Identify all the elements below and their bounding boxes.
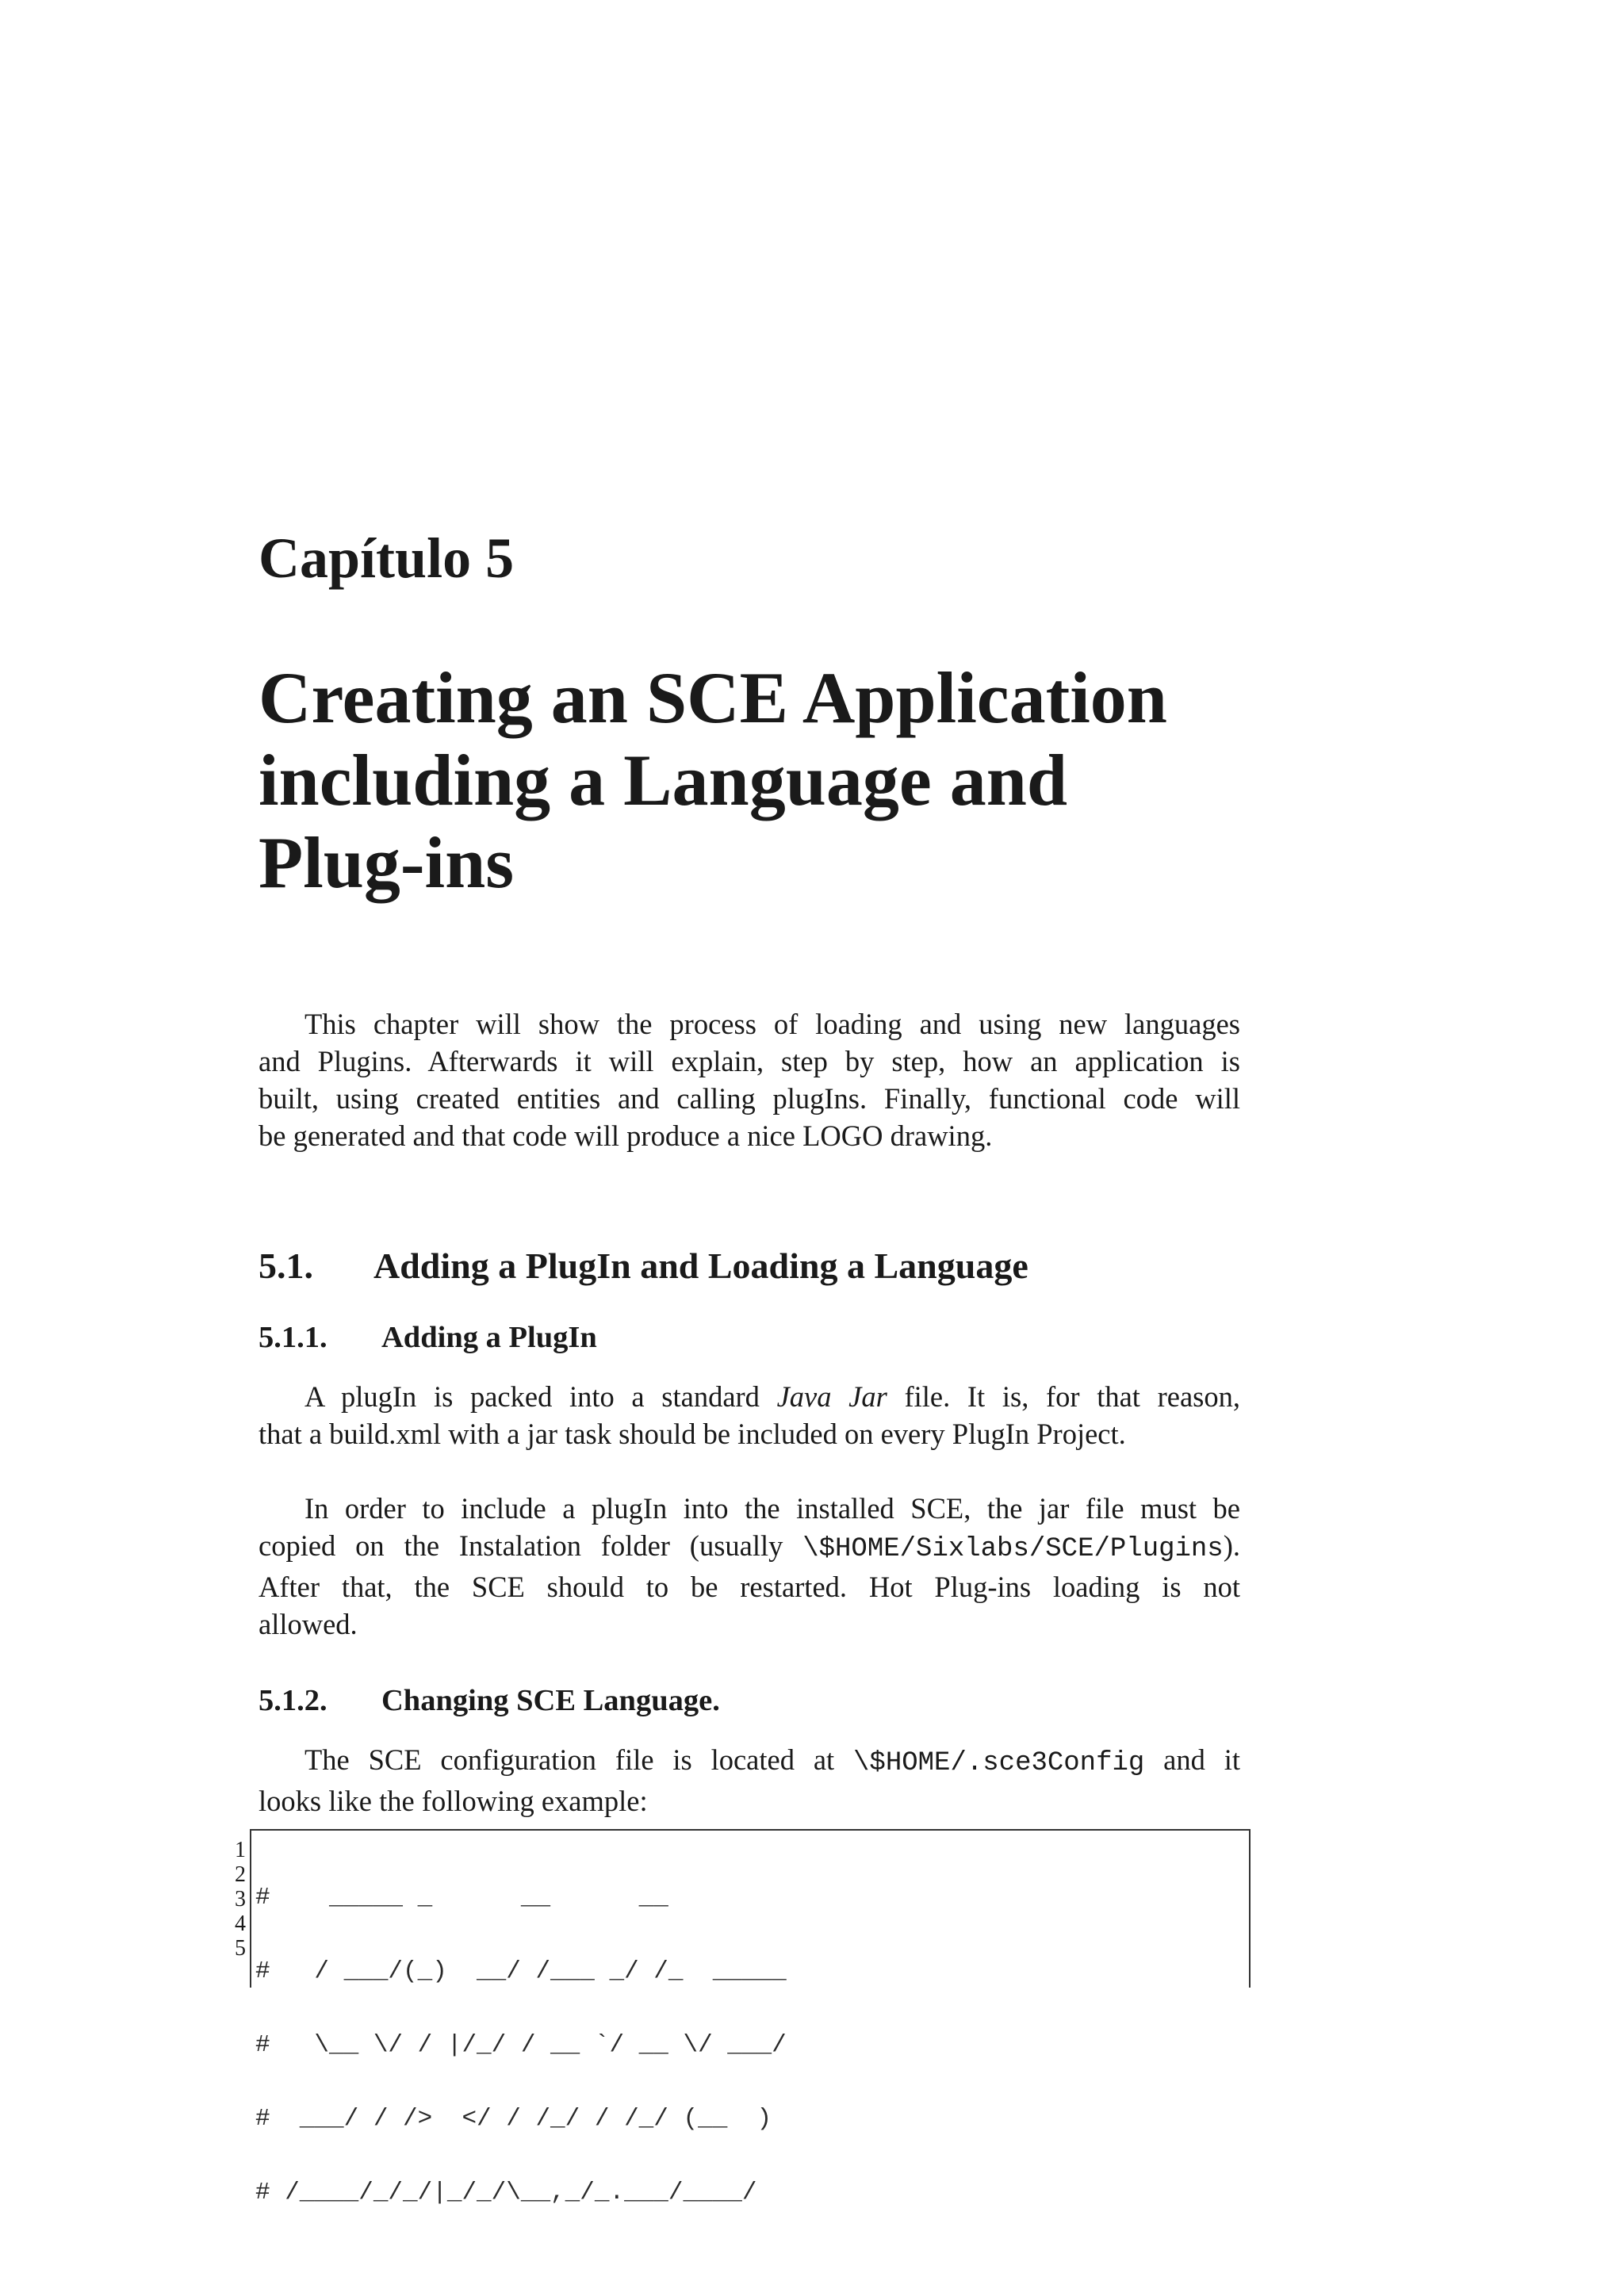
text-run: ). — [1223, 1529, 1240, 1562]
emphasis-text: Java Jar — [776, 1380, 887, 1413]
code-listing — [255, 1836, 787, 2254]
paragraph-line — [259, 1741, 1240, 1782]
text-run: copied on the Instalation folder (usually — [259, 1529, 803, 1562]
chapter-title-line: Creating an SCE Application — [259, 657, 1167, 738]
code-line-number: 4 — [235, 1911, 246, 1936]
section-number: 5.1. — [259, 1246, 313, 1286]
paragraph-line: After that, the SCE should to be restarted. Hot Plug-ins loading is not — [259, 1571, 1240, 1603]
paragraph-line — [259, 1378, 1240, 1415]
section-title: Adding a PlugIn and Loading a Language — [373, 1246, 1028, 1286]
code-line-numbers — [227, 1838, 246, 1961]
text-run: and it — [1144, 1743, 1240, 1776]
subsection-heading-5-1-1 — [259, 1322, 597, 1353]
code-line: # \__ \/ / |/_/ / __ `/ __ \/ ___/ — [255, 2031, 787, 2059]
paragraph-line: that a build.xml with a jar task should be included on every PlugIn Project. — [259, 1418, 1126, 1450]
chapter-title-line: including a Language and — [259, 740, 1068, 821]
paragraph-line: allowed. — [259, 1608, 358, 1640]
chapter-title — [259, 656, 1369, 904]
code-path: \$HOME/Sixlabs/SCE/Plugins — [802, 1534, 1224, 1564]
code-path: \$HOME/.sce3Config — [853, 1748, 1145, 1778]
paragraph-line — [259, 1527, 1240, 1568]
paragraph-line: In order to include a plugIn into the installed SCE, the jar file must be — [304, 1492, 1240, 1525]
code-line-number: 1 — [235, 1838, 246, 1862]
text-run: file. It is, for that reason, — [887, 1380, 1240, 1413]
subsection-title: Adding a PlugIn — [381, 1321, 597, 1354]
code-line-number: 2 — [235, 1862, 246, 1887]
intro-paragraph — [259, 1005, 1240, 1154]
subsection-number: 5.1.1. — [259, 1321, 327, 1354]
intro-line: This chapter will show the process of loading and using new languages — [304, 1008, 1240, 1040]
subsection-heading-5-1-2 — [259, 1686, 720, 1716]
code-line: # _____ _ __ __ — [255, 1884, 668, 1911]
text-run: The SCE configuration file is located at — [304, 1743, 854, 1776]
text-run: A plugIn is packed into a standard — [304, 1380, 777, 1413]
chapter-title-line: Plug-ins — [259, 822, 515, 903]
plugin-paragraph-1 — [259, 1378, 1240, 1452]
intro-line: built, using created entities and calling plugIns. Finally, functional code will — [259, 1082, 1240, 1115]
intro-line: and Plugins. Afterwards it will explain, step by step, how an application is — [259, 1045, 1240, 1077]
subsection-title: Changing SCE Language. — [381, 1684, 720, 1717]
code-line: # / ___/(_) __/ /___ _/ /_ _____ — [255, 1957, 787, 1985]
config-paragraph — [259, 1741, 1240, 1820]
subsection-number: 5.1.2. — [259, 1684, 327, 1717]
section-heading-5-1 — [259, 1248, 1028, 1284]
paragraph-line: looks like the following example: — [259, 1785, 648, 1817]
chapter-label: Capítulo 5 — [259, 526, 515, 590]
code-line: # ___/ / /> </ / /_/ / /_/ (__ ) — [255, 2105, 772, 2133]
code-line-number: 5 — [235, 1936, 246, 1961]
plugin-paragraph-2 — [259, 1490, 1240, 1643]
code-line-number: 3 — [235, 1887, 246, 1911]
code-line: # /____/_/_/|_/_/\__,_/_.___/____/ — [255, 2179, 757, 2206]
intro-line: be generated and that code will produce a nice LOGO drawing. — [259, 1119, 993, 1152]
